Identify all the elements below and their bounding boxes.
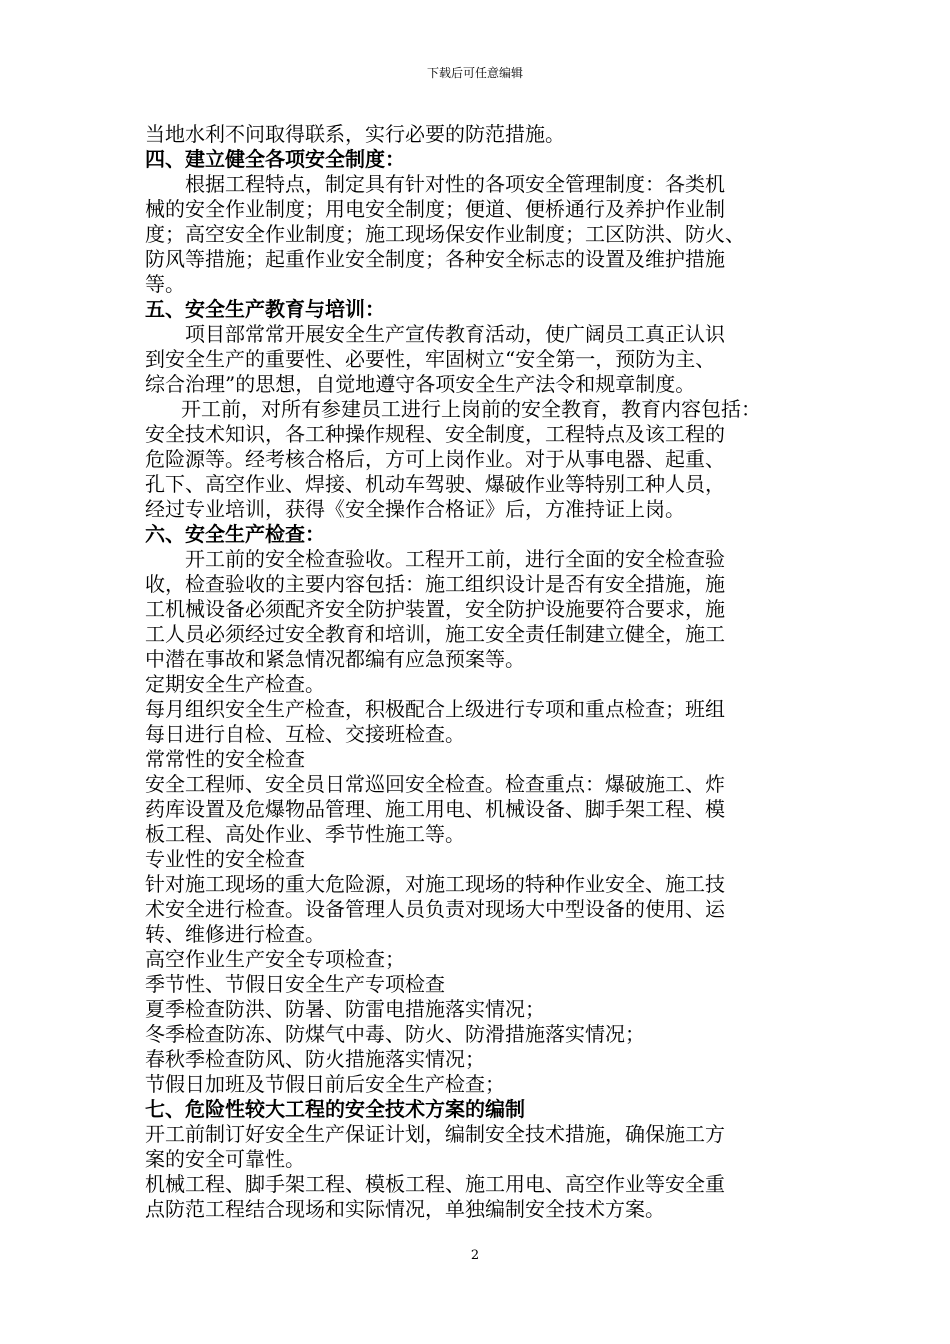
text-line: 高空作业生产安全专项检查； — [145, 947, 405, 971]
text-line: 点防范工程结合现场和实际情况，单独编制安全技术方案。 — [145, 1197, 665, 1221]
document-body — [145, 122, 805, 1222]
text-line: 春秋季检查防风、防火措施落实情况； — [145, 1047, 485, 1071]
section-heading: 六、安全生产检查： — [145, 522, 325, 546]
page-number: 2 — [470, 1248, 480, 1263]
text-line: 板工程、高处作业、季节性施工等。 — [145, 822, 465, 846]
text-line: 节假日加班及节假日前后安全生产检查； — [145, 1072, 505, 1096]
text-line: 常常性的安全检查 — [145, 747, 305, 771]
section-heading: 七、危险性较大工程的安全技术方案的编制 — [145, 1097, 525, 1121]
text-line: 综合治理”的思想，自觉地遵守各项安全生产法令和规章制度。 — [145, 372, 696, 396]
text-line: 危险源等。经考核合格后，方可上岗作业。对于从事电器、起重、 — [145, 447, 725, 471]
text-line: 当地水利不问取得联系，实行必要的防范措施。 — [145, 122, 565, 146]
text-line: 根据工程特点，制定具有针对性的各项安全管理制度：各类机 — [185, 172, 725, 196]
text-line: 开工前制订好安全生产保证计划，编制安全技术措施，确保施工方 — [145, 1122, 725, 1146]
text-line: 孔下、高空作业、焊接、机动车驾驶、爆破作业等特别工种人员， — [145, 472, 725, 496]
text-line: 等。 — [145, 272, 185, 296]
text-line: 季节性、节假日安全生产专项检查 — [145, 972, 445, 996]
text-line: 防风等措施；起重作业安全制度；各种安全标志的设置及维护措施 — [145, 247, 725, 271]
text-line: 开工前的安全检查验收。工程开工前，进行全面的安全检查验 — [185, 547, 725, 571]
text-line: 机械工程、脚手架工程、模板工程、施工用电、高空作业等安全重 — [145, 1172, 725, 1196]
text-line: 定期安全生产检查。 — [145, 672, 325, 696]
text-line: 术安全进行检查。设备管理人员负责对现场大中型设备的使用、运 — [145, 897, 725, 921]
text-line: 经过专业培训，获得《安全操作合格证》后，方准持证上岗。 — [145, 497, 685, 521]
section-heading: 四、建立健全各项安全制度： — [145, 147, 405, 171]
section-heading: 五、安全生产教育与培训： — [145, 297, 385, 321]
text-line: 冬季检查防冻、防煤气中毒、防火、防滑措施落实情况； — [145, 1022, 645, 1046]
text-line: 每日进行自检、互检、交接班检查。 — [145, 722, 465, 746]
text-line: 械的安全作业制度；用电安全制度；便道、便桥通行及养护作业制 — [145, 197, 725, 221]
text-line: 中潜在事故和紧急情况都编有应急预案等。 — [145, 647, 525, 671]
text-line: 药库设置及危爆物品管理、施工用电、机械设备、脚手架工程、模 — [145, 797, 725, 821]
text-line: 安全技术知识，各工种操作规程、安全制度，工程特点及该工程的 — [145, 422, 725, 446]
text-line: 每月组织安全生产检查，积极配合上级进行专项和重点检查；班组 — [145, 697, 725, 721]
header-note: 下载后可任意编辑 — [426, 66, 523, 80]
text-line: 工机械设备必须配齐安全防护装置，安全防护设施要符合要求，施 — [145, 597, 725, 621]
text-line: 夏季检查防洪、防暑、防雷电措施落实情况； — [145, 997, 545, 1021]
text-line: 转、维修进行检查。 — [145, 922, 325, 946]
text-line: 度；高空安全作业制度；施工现场保安作业制度；工区防洪、防火、 — [145, 222, 745, 246]
text-line: 项目部常常开展安全生产宣传教育活动，使广阔员工真正认识 — [185, 322, 725, 346]
text-line: 案的安全可靠性。 — [145, 1147, 305, 1171]
text-line: 工人员必须经过安全教育和培训，施工安全责任制建立健全，施工 — [145, 622, 725, 646]
text-line: 到安全生产的重要性、必要性，牢固树立“安全第一，预防为主、 — [145, 347, 716, 371]
text-line: 收，检查验收的主要内容包括：施工组织设计是否有安全措施，施 — [145, 572, 725, 596]
text-line: 针对施工现场的重大危险源，对施工现场的特种作业安全、施工技 — [145, 872, 725, 896]
text-line: 专业性的安全检查 — [145, 847, 305, 871]
text-line: 安全工程师、安全员日常巡回安全检查。检查重点：爆破施工、炸 — [145, 772, 725, 796]
text-line: 开工前，对所有参建员工进行上岗前的安全教育，教育内容包括： — [181, 397, 761, 421]
